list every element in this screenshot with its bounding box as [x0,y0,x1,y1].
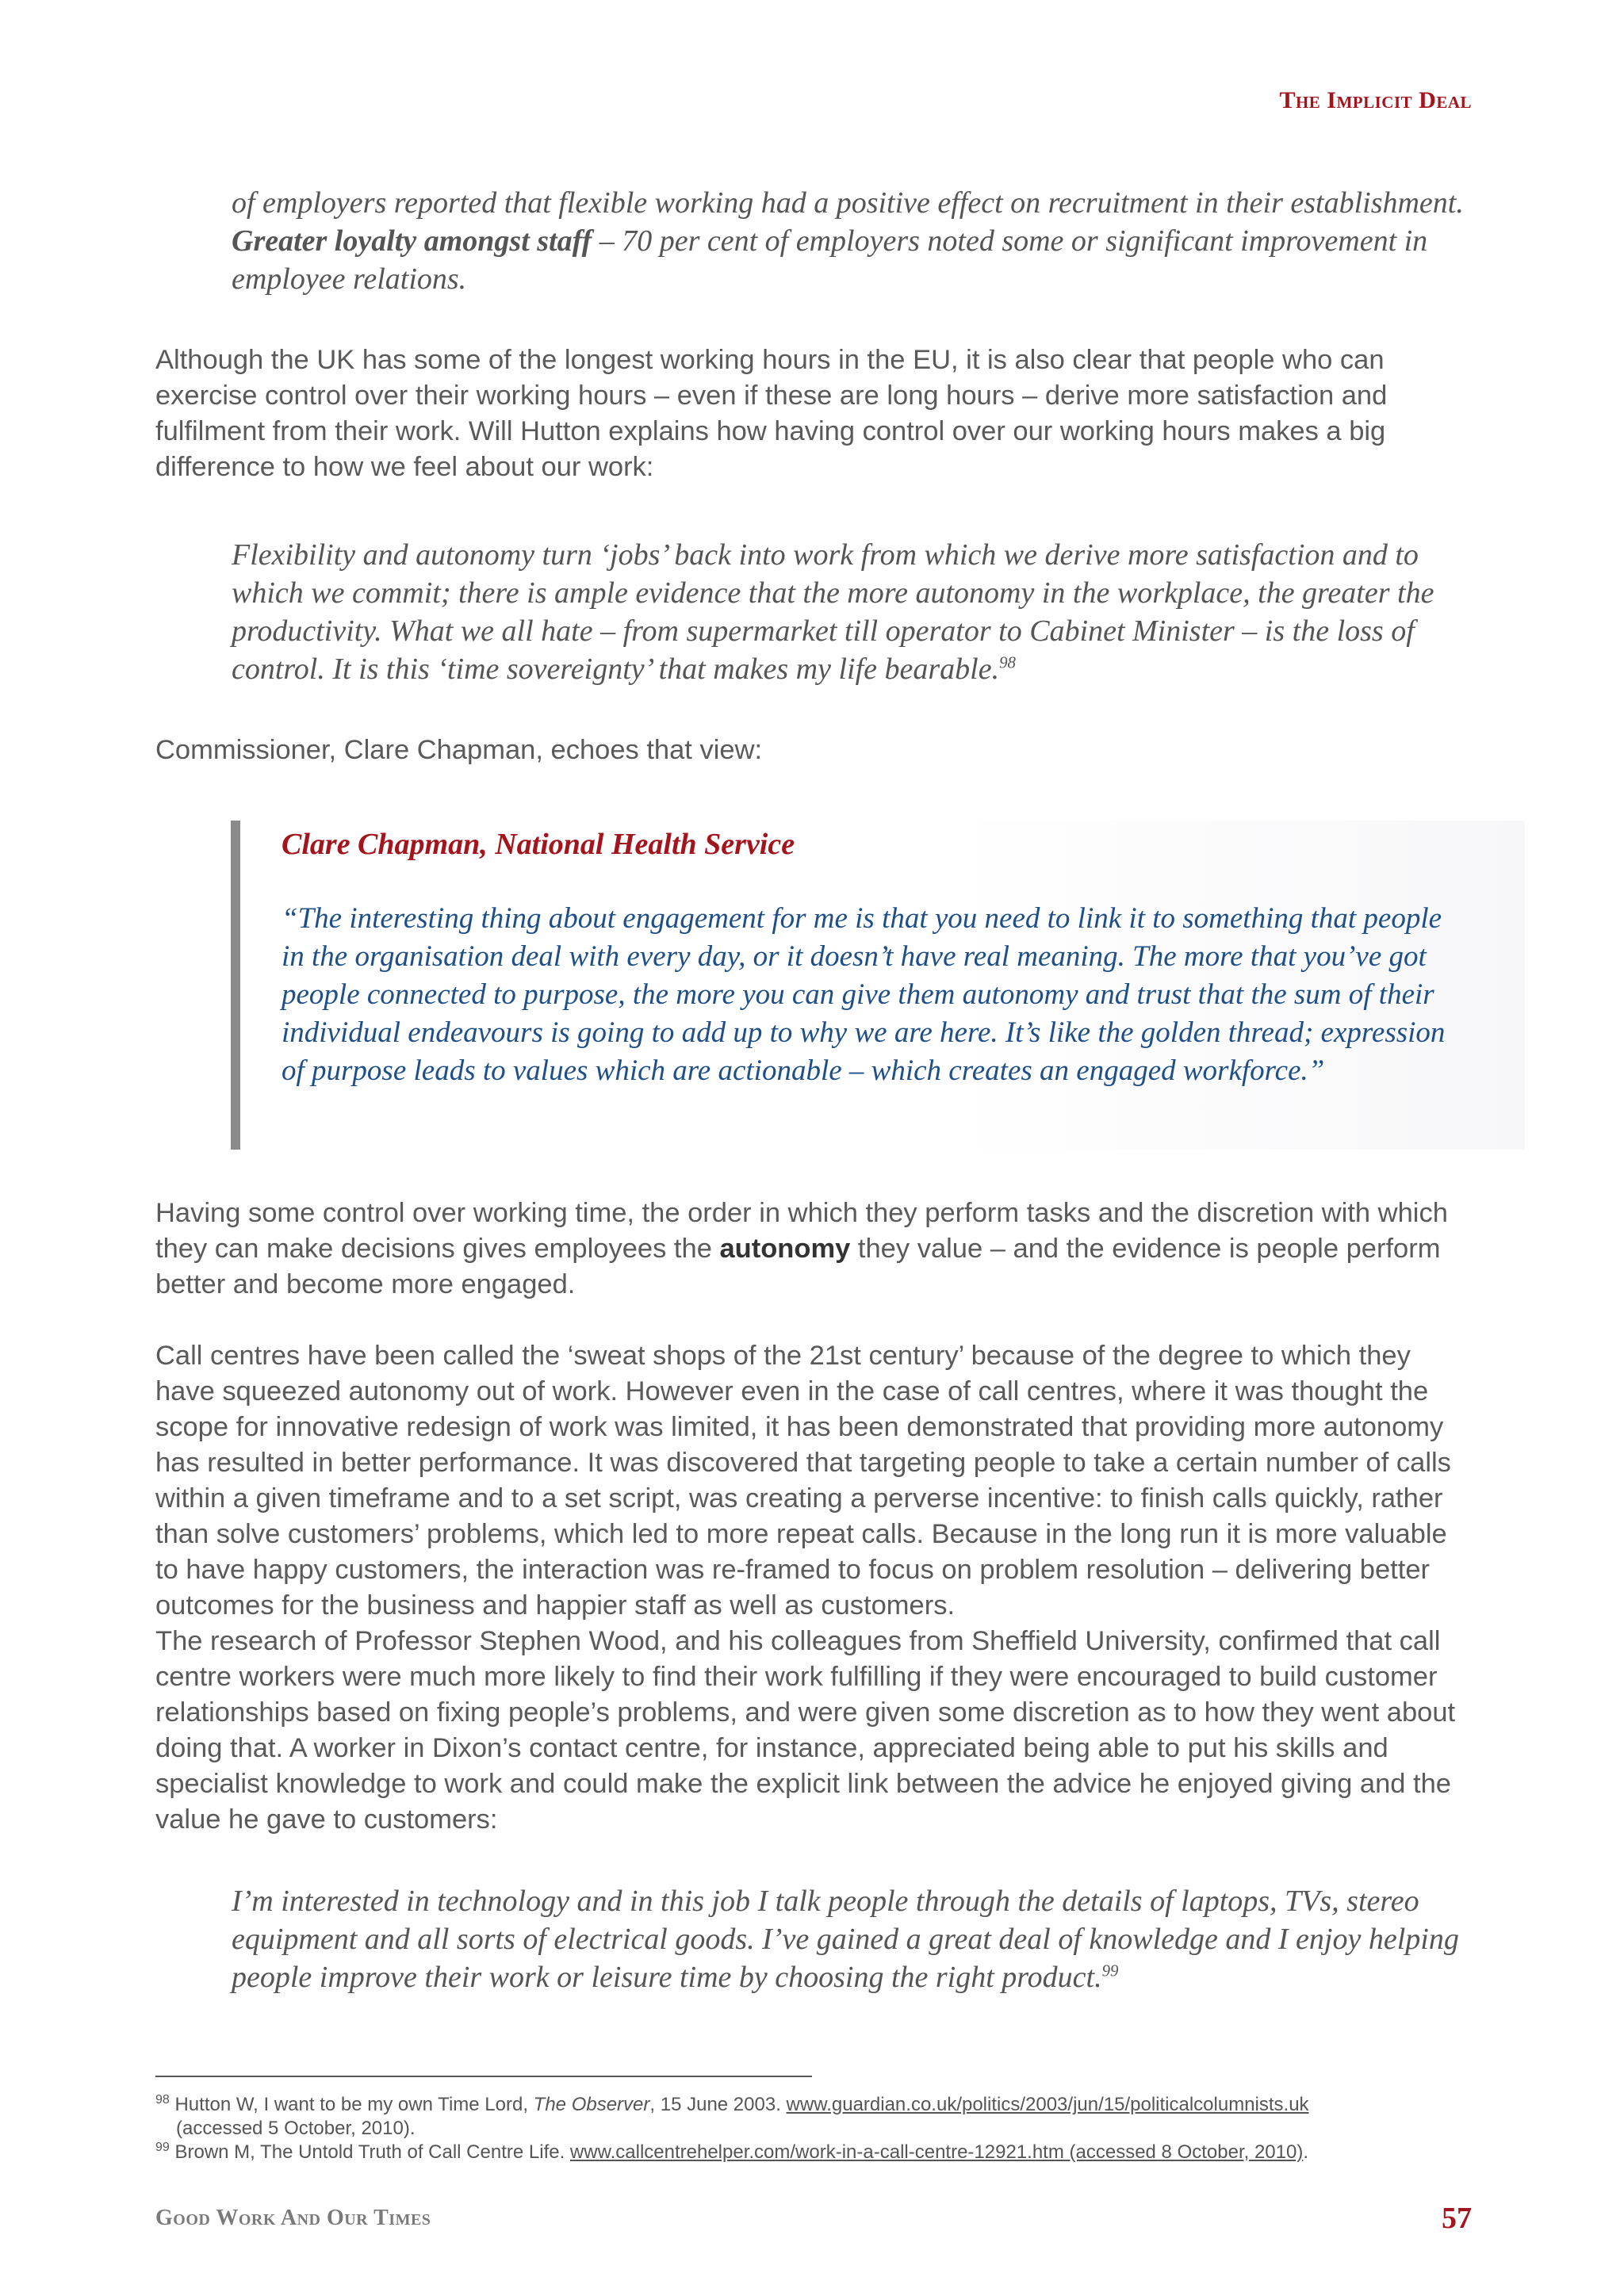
quote-text: Flexibility and autonomy turn ‘jobs’ back into work from which we derive more satisfaction and to which we commit; there is ample evidence that the more autonomy in the workplace, the greater the productivity. What we all hate – from supermarket till operator to Cabinet Minister – is the loss of control. It is this ‘time sovereignty’ that makes my life bearable. [232,538,1434,686]
footnote-text: Hutton W, I want to be my own Time Lord, [174,2094,534,2115]
callout-quote: “The interesting thing about engagement for me is that you need to link it to something that people in the organisation deal with every day, or it doesn’t have real meaning. The more that you’ve got people connected to purpose, the more you can give them autonomy and trust that the sum of their individual endeavours is going to add up to why we are here. It’s like the golden thread; expression of purpose leads to values which are actionable – which creates an engaged workforce.” [282,902,1446,1087]
footnote-number: 99 [155,2141,170,2154]
paragraph-call-centres [155,1338,1472,1838]
footnote-link-callcentrehelper[interactable]: www.callcentrehelper.com/work-in-a-call-centre-12921.htm (accessed 8 October, 2010) [569,2141,1304,2163]
paragraph-text: Having some control over working time, the order in which they perform tasks and the discretion with which they can make decisions gives employees the [155,1198,1448,1264]
quote-dixons-worker [232,1882,1484,1996]
paragraph-call-centres-part1: Call centres have been called the ‘sweat shops of the 21st century’ because of the degree to which they have squeezed autonomy out of work. However even in the case of call centres, where it was thought the scope for innovative redesign of work was limited, it has been demonstrated that providing more autonomy has resulted in better performance. It was discovered that targeting people to take a certain number of calls within a given timeframe and to a set script, was creating a perverse incentive: to finish calls quickly, rather than solve customers’ problems, which led to more repeat calls. Because in the long run it is more valuable to have happy customers, the interaction was re-framed to focus on problem resolution – delivering better outcomes for the business and happier staff as well as customers. [155,1341,1451,1621]
emphasis-autonomy: autonomy [719,1234,851,1264]
paragraph-text-continued: they value – and the evidence is people perform better and become more engaged. [155,1234,1441,1299]
quote-text: of employers reported that flexible working had a positive effect on recruitment in their establishment. [232,186,1464,220]
callout-box [231,821,1525,1150]
quote-text: I’m interested in technology and in this job I talk people through the details of laptops, TVs, stereo equipment and all sorts of electrical goods. I’ve gained a great deal of knowledge and I enjoy helping people improve their work or leisure time by choosing the right product. [232,1885,1459,1994]
quote-flexible-working [232,184,1484,298]
footnote-access-date: (accessed 5 October, 2010). [176,2118,416,2139]
quote-emphasis: Greater loyalty amongst staff [232,224,592,258]
footnote-number: 98 [155,2093,170,2107]
footnote-99 [155,2141,1488,2164]
footnote-end: . [1303,2141,1309,2163]
paragraph-working-hours: Although the UK has some of the longest working hours in the EU, it is also clear that people who can exercise control over their working hours – even if these are long hours – derive more satisfaction and fulfilment from their work. Will Hutton explains how having control over our working hours makes a big difference to how we feel about our work: [155,345,1388,482]
paragraph-autonomy [155,1196,1472,1303]
footnote-divider [155,2076,812,2077]
footnote-text: Brown M, The Untold Truth of Call Centre Life. [174,2141,570,2163]
footnote-text-continued: , 15 June 2003. [649,2094,787,2115]
quote-text-continued: – 70 per cent of employers noted some or significant improvement in employee relations. [232,224,1428,296]
footnote-98 [155,2093,1488,2141]
running-head: The Implicit Deal [1279,87,1472,113]
paragraph-call-centres-part2: The research of Professor Stephen Wood, and his colleagues from Sheffield University, confirmed that call centre workers were much more likely to find their work fulfilling if they were encouraged to build customer relationships based on fixing people’s problems, and were given some discretion as to how they went about doing that. A worker in Dixon’s contact centre, for instance, appreciated being able to put his skills and specialist knowledge to work and could make the explicit link between the advice he enjoyed giving and the value he gave to customers: [155,1626,1456,1835]
page-number: 57 [1442,2202,1472,2235]
footnote-ref-99[interactable]: 99 [1101,1961,1119,1980]
quote-will-hutton [232,536,1484,688]
footnotes [155,2093,1488,2164]
footer-title: Good Work And Our Times [155,2206,431,2230]
paragraph-commissioner: Commissioner, Clare Chapman, echoes that view: [155,735,763,765]
footnote-link-guardian[interactable]: www.guardian.co.uk/politics/2003/jun/15/politicalcolumnists.uk [786,2094,1309,2115]
callout-speaker-name: Clare Chapman, National Health Service [282,828,795,861]
footnote-ref-98[interactable]: 98 [999,652,1016,672]
footnote-publication: The Observer [533,2094,650,2115]
